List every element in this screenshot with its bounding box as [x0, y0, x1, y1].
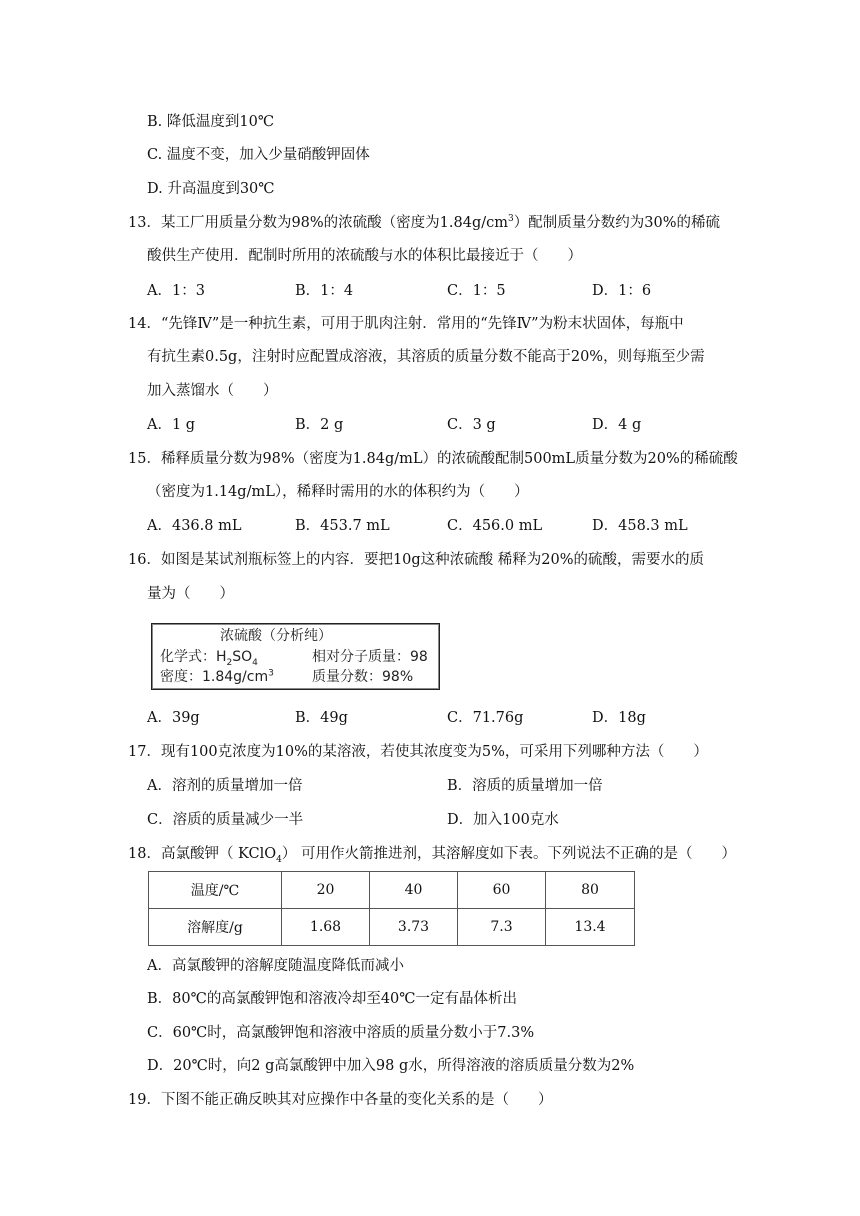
- q16-option-b: B．49g: [295, 710, 348, 726]
- q13-stem-line2: 酸供生产使用．配制时所用的浓硫酸与水的体积比最接近于（ ）: [147, 248, 582, 264]
- q19-stem-line1: 19．下图不能正确反映其对应操作中各量的变化关系的是（ ）: [128, 1092, 553, 1108]
- reagent-label-molar-mass: 相对分子质量：98: [312, 649, 428, 665]
- q16-stem-line1: 16．如图是某试剂瓶标签上的内容．要把10g这种浓硫酸 稀释为20%的硫酸，需要水的质: [128, 552, 705, 568]
- q15-option-a: A．436.8 mL: [147, 518, 242, 534]
- q13-option-a: A．1：3: [147, 283, 205, 299]
- q14-stem-line2: 有抗生素0.5g，注射时应配置成溶液，其溶质的质量分数不能高于20%，则每瓶至少需: [147, 349, 705, 365]
- table-row: [149, 909, 635, 946]
- q16-option-a: A．39g: [147, 710, 200, 726]
- q17-option-a: A．溶剂的质量增加一倍: [147, 778, 303, 794]
- q14-stem-line1: 14．“先锋Ⅳ”是一种抗生素，可用于肌肉注射．常用的“先锋Ⅳ”为粉末状固体，每瓶中: [128, 316, 684, 332]
- q13-option-c: C．1：5: [447, 283, 506, 299]
- q17-stem-line1: 17．现有100克浓度为10%的某溶液，若使其浓度变为5%，可采用下列哪种方法（ ）: [128, 744, 708, 760]
- q12-option-d: D. 升高温度到30℃: [147, 181, 275, 197]
- table-cell: 1.68: [282, 909, 370, 946]
- table-cell: 80: [546, 872, 635, 909]
- q14-option-d: D．4 g: [592, 417, 642, 433]
- reagent-label-mass-fraction: 质量分数：98%: [312, 669, 414, 685]
- table-cell: 7.3: [458, 909, 546, 946]
- table-cell: 溶解度/g: [149, 909, 282, 946]
- q17-option-b: B．溶质的质量增加一倍: [447, 778, 603, 794]
- q13-option-b: B．1：4: [295, 283, 354, 299]
- q18-option-b: B．80℃的高氯酸钾饱和溶液冷却至40℃一定有晶体析出: [147, 991, 517, 1007]
- table-cell: 3.73: [370, 909, 458, 946]
- q18-option-a: A．高氯酸钾的溶解度随温度降低而减小: [147, 958, 404, 974]
- q15-option-b: B．453.7 mL: [295, 518, 390, 534]
- q16-stem-line2: 量为（ ）: [147, 586, 234, 602]
- q18-option-c: C．60℃时，高氯酸钾饱和溶液中溶质的质量分数小于7.3%: [147, 1025, 535, 1041]
- q13-option-d: D．1：6: [592, 283, 652, 299]
- q18-stem-line1: 18．高氯酸钾（ KClO$_4$） 可用作火箭推进剂，其溶解度如下表。下列说法不正确的是（ ）: [128, 846, 736, 865]
- reagent-label: [151, 623, 440, 690]
- q15-stem-line1: 15．稀释质量分数为98%（密度为1.84g/mL）的浓硫酸配制500mL质量分数为20%的稀硫酸: [128, 451, 738, 467]
- table-cell: 40: [370, 872, 458, 909]
- q15-stem-line2: （密度为1.14g/mL），稀释时需用的水的体积约为（ ）: [147, 484, 529, 500]
- table-cell: 13.4: [546, 909, 635, 946]
- q17-option-c: C．溶质的质量减少一半: [147, 812, 304, 828]
- table-cell: 温度/℃: [149, 872, 282, 909]
- q14-stem-line3: 加入蒸馏水（ ）: [147, 383, 278, 399]
- q18-option-d: D．20℃时，向2 g高氯酸钾中加入98 g水，所得溶液的溶质质量分数为2%: [147, 1058, 635, 1074]
- q12-option-b: B. 降低温度到10℃: [147, 114, 275, 130]
- q14-option-b: B．2 g: [295, 417, 344, 433]
- q15-option-d: D．458.3 mL: [592, 518, 688, 534]
- q12-option-c: C. 温度不变，加入少量硝酸钾固体: [147, 147, 370, 163]
- reagent-label-density: 密度：$1.84g/cm^3$: [160, 668, 274, 685]
- q14-option-c: C．3 g: [447, 417, 496, 433]
- reagent-label-formula: 化学式：$H_2SO_4$: [160, 649, 258, 668]
- q15-option-c: C．456.0 mL: [447, 518, 543, 534]
- reagent-label-title: 浓硫酸（分析纯）: [220, 628, 332, 644]
- q14-option-a: A．1 g: [147, 417, 196, 433]
- table-row: [149, 872, 635, 909]
- q17-option-d: D．加入100克水: [447, 812, 559, 828]
- solubility-table: [148, 871, 635, 946]
- q13-stem-line1: 13．某工厂用质量分数为98%的浓硫酸（密度为$1.84g/cm^3$）配制质量分数约为30%的稀硫: [128, 214, 720, 231]
- q16-option-d: D．18g: [592, 710, 646, 726]
- table-cell: 20: [282, 872, 370, 909]
- table-cell: 60: [458, 872, 546, 909]
- q16-option-c: C．71.76g: [447, 710, 524, 726]
